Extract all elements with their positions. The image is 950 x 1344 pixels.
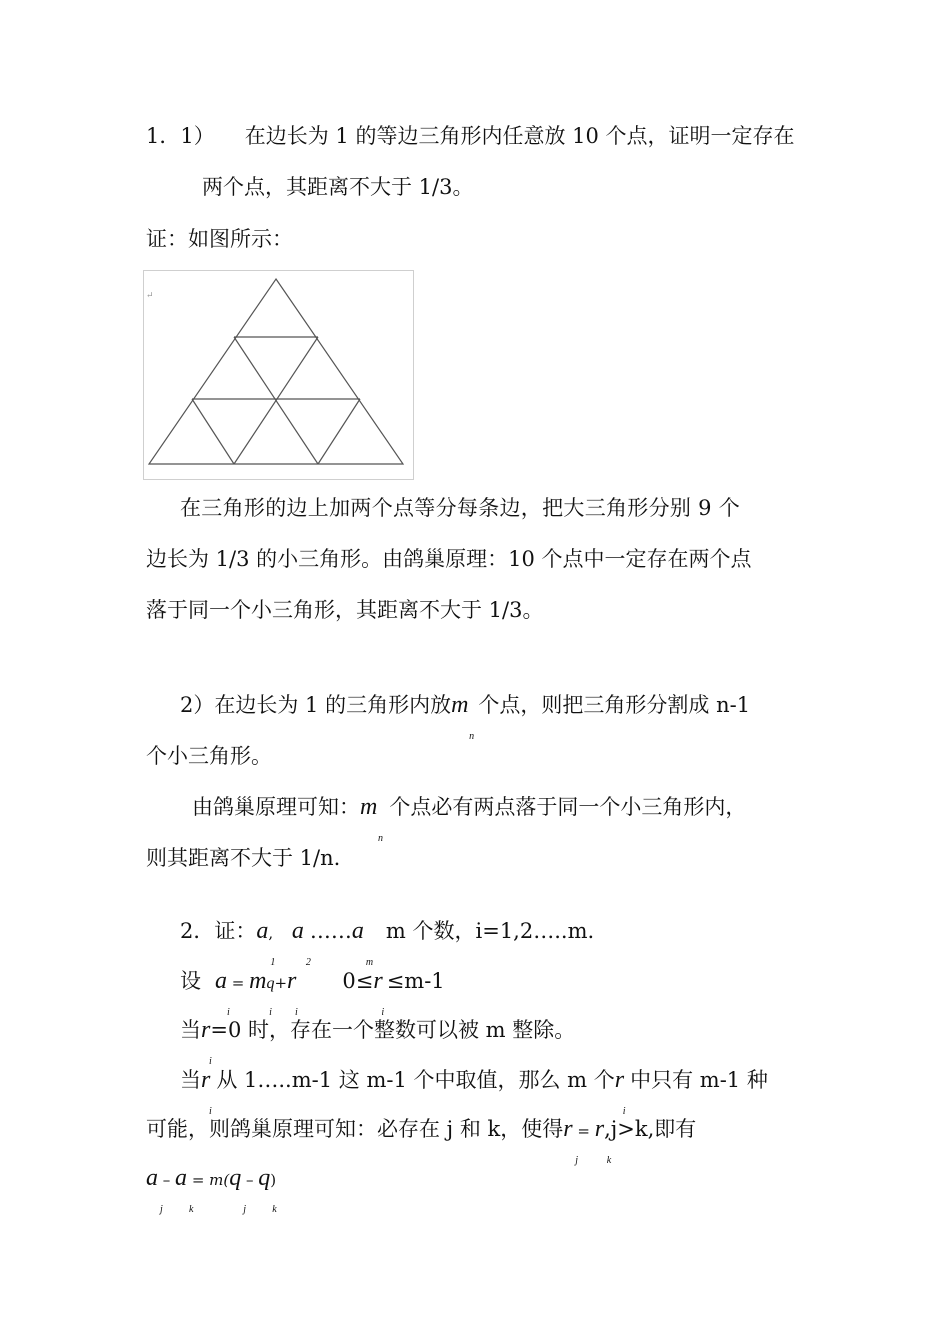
problem2-line4: [180, 1065, 768, 1117]
dots: ……: [309, 919, 352, 943]
part2-text-d: 个点必有两点落于同一个小三角形内，: [389, 795, 747, 819]
math-a2: a 2: [291, 918, 311, 968]
problem2-label: 2．证：: [180, 919, 257, 943]
math-ri: r i: [287, 968, 298, 1018]
problem2-line2: 设 a i = m i q+r i 0≤r i ≤m-1: [180, 968, 445, 1018]
math-qj: q j: [229, 1165, 247, 1215]
when-b-text-2: 中只有 m-1 种: [630, 1068, 768, 1092]
set-label: 设: [180, 969, 201, 993]
problem2-line6: a j – a k = m(q j – q k ): [146, 1165, 277, 1215]
math-mi: m i: [249, 968, 272, 1018]
part2-line4: 则其距离不大于 1/n.: [146, 846, 341, 870]
paragraph-mark-icon: ↵: [146, 291, 154, 301]
explain-line-2: 边长为 1/3 的小三角形。由鸽巢原理：10 个点中一定存在两个点: [146, 547, 752, 571]
part2-line1: [180, 690, 751, 742]
range-start: 0≤: [342, 969, 374, 993]
part2-text-c: 由鸽巢原理可知：: [192, 795, 360, 819]
when-a-label: 当: [180, 1018, 201, 1042]
problem2-line3: [180, 1015, 576, 1067]
math-ri-5: r i: [614, 1067, 626, 1117]
conclusion-text-b: ,j>k,即有: [604, 1117, 697, 1141]
part2-line2: 个小三角形。: [146, 744, 272, 768]
when-a-text: =0 时，存在一个整数可以被 m 整除。: [210, 1018, 576, 1042]
math-ak: a k: [175, 1165, 194, 1215]
math-qk: q k: [258, 1165, 277, 1215]
proof-intro: 证：如图所示：: [146, 227, 293, 251]
when-b-label: 当: [180, 1068, 201, 1092]
inner-line-2: [192, 399, 234, 464]
part2-text-b: 个点，则把三角形分割成 n-1: [478, 693, 751, 717]
problem1-statement-a: 在边长为 1 的等边三角形内任意放 10 个点，证明一定存在: [244, 124, 795, 148]
math-m-n: m n: [451, 692, 475, 742]
explain-line-3: 落于同一个小三角形，其距离不大于 1/3。: [146, 598, 544, 622]
problem2-line1: 2．证：a 1 , a 2 ……a m m 个数，i=1,2…..m.: [180, 918, 595, 968]
subdivided-triangle-diagram: [144, 271, 415, 481]
problem2-tail: m 个数，i=1,2…..m.: [385, 919, 595, 943]
part2-text-a: 2）在边长为 1 的三角形内放: [180, 693, 452, 717]
part2-line3: [192, 792, 747, 844]
math-rk: r k: [594, 1116, 612, 1166]
problem1-label: 1．1）: [146, 124, 215, 148]
triangle-figure: [143, 270, 414, 480]
math-am: a m: [351, 918, 374, 968]
problem1-part1-line2: 两个点，其距离不大于 1/3。: [202, 175, 474, 199]
when-b-text: 从 1…..m-1 这 m-1 个中取值，那么 m 个: [216, 1068, 615, 1092]
problem1-part1-line1: [146, 121, 795, 151]
math-ri-3: r i: [201, 1017, 212, 1067]
explain-line-1: 在三角形的边上加两个点等分每条边，把大三角形分别 9 个: [180, 496, 741, 520]
math-ri-2: r i: [373, 968, 385, 1018]
math-a1: a 1: [256, 918, 276, 968]
math-aj: a j: [146, 1165, 163, 1215]
math-m-n-2: m n: [360, 794, 383, 844]
math-rj: r j: [563, 1116, 579, 1166]
math-ri-4: r i: [201, 1067, 212, 1117]
range-end: ≤m-1: [386, 969, 445, 993]
math-ai: a i: [215, 968, 230, 1018]
outer-triangle: [149, 279, 403, 464]
inner-line-4: [318, 399, 360, 464]
problem2-line5: 可能，则鸽巢原理可知：必存在 j 和 k，使得r j = r k ,j>k,即有: [146, 1116, 697, 1166]
conclusion-text-a: 可能，则鸽巢原理可知：必存在 j 和 k，使得: [146, 1117, 564, 1141]
